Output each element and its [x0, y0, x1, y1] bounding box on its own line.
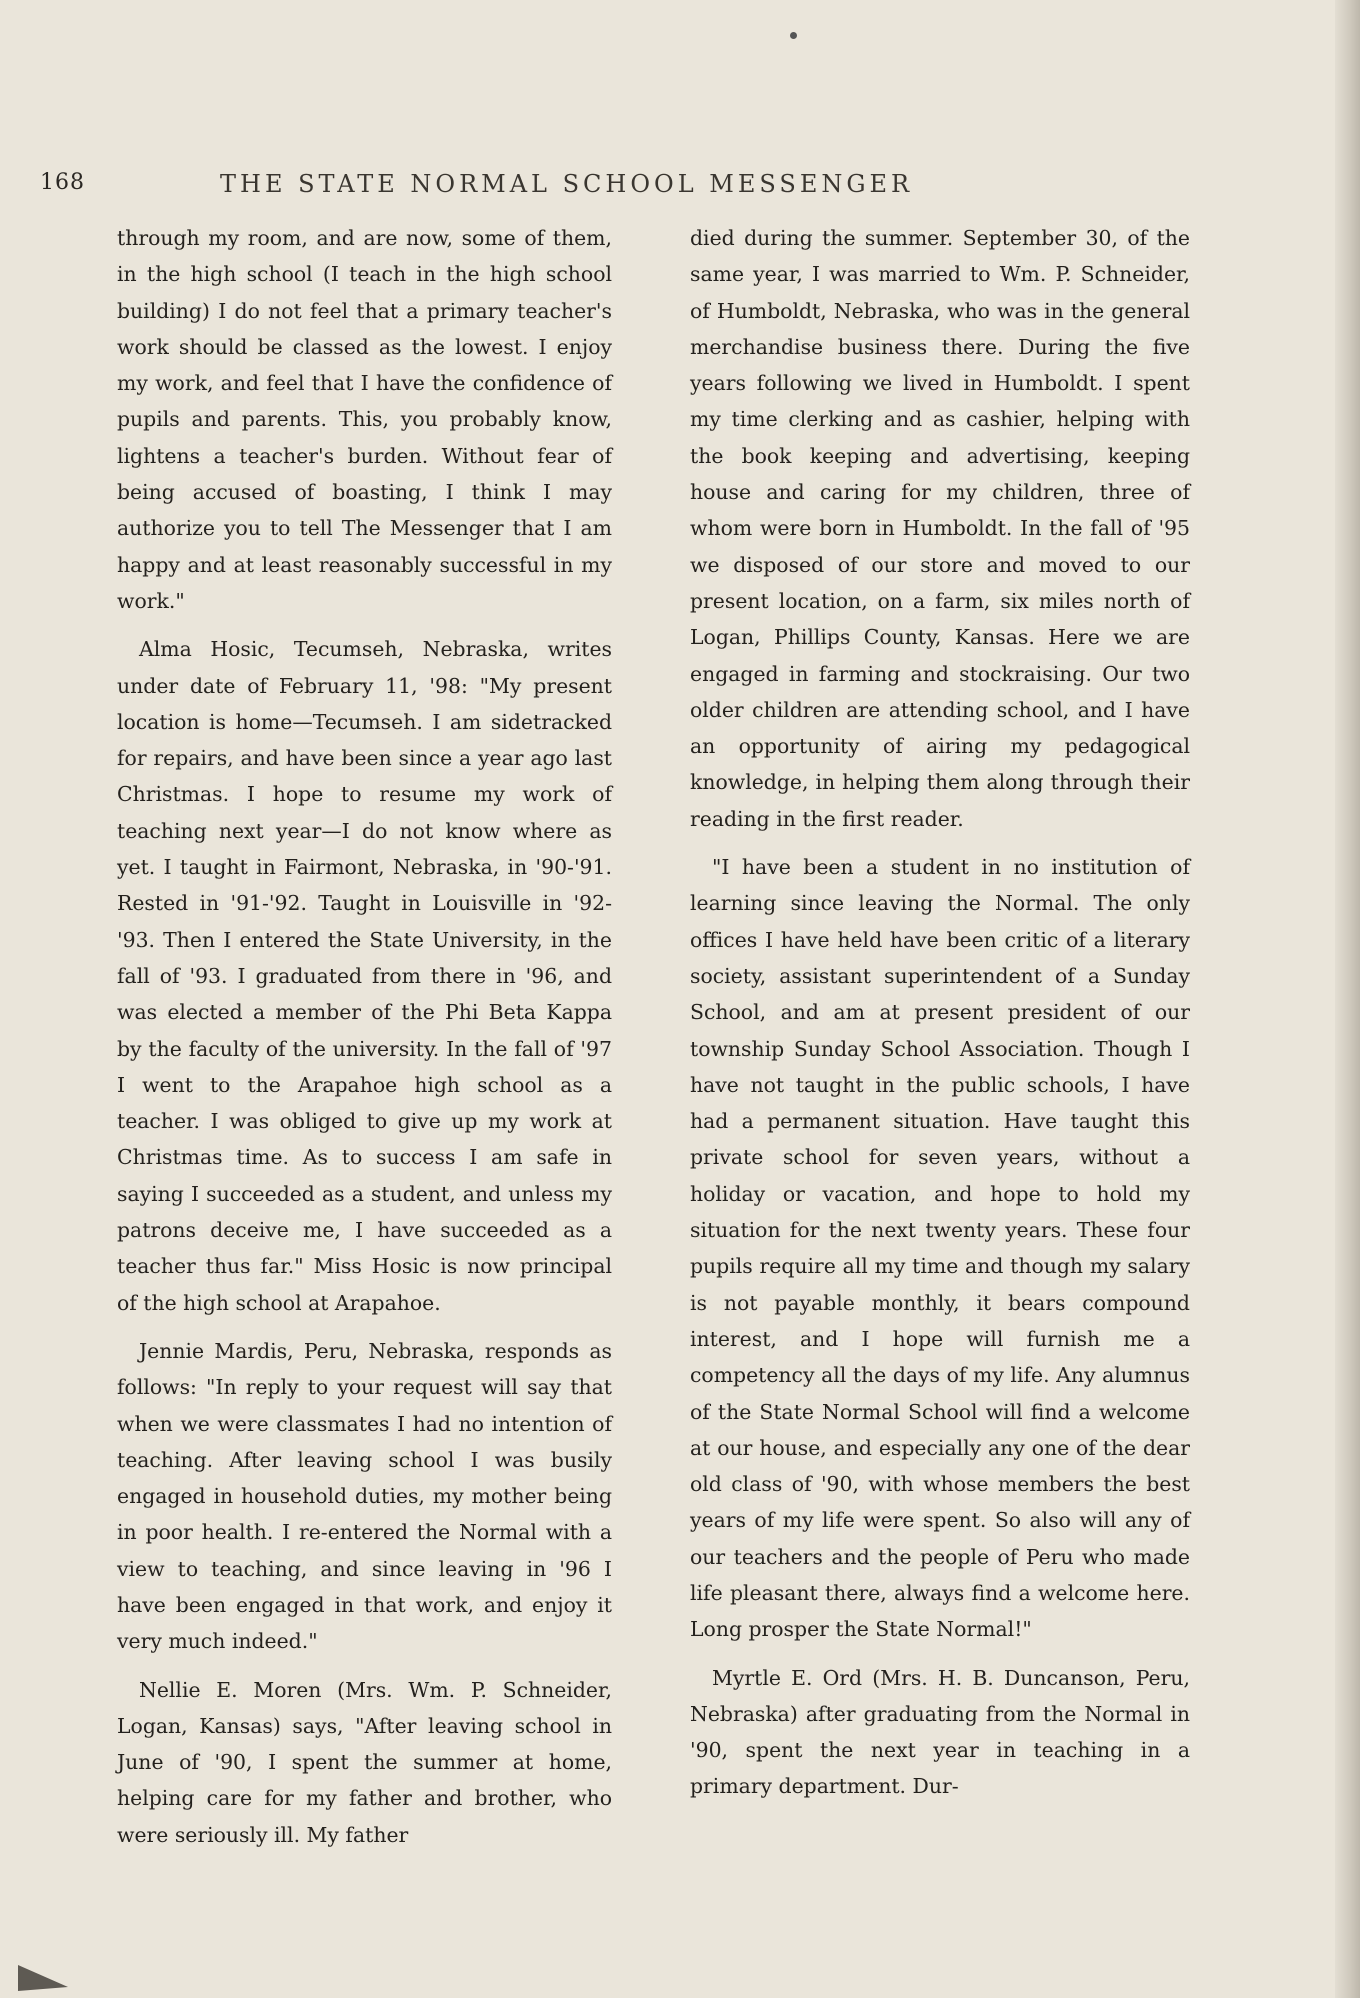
paragraph: through my room, and are now, some of them, in the high school (I teach in the high school building) I do not feel that a primary teacher's work should be classed as the lowest. I enjoy my work, and feel that I have the confidence of pupils and parents. This, you probably know, lightens a teacher's burden. Without fear of being accused of boasting, I think I may authorize you to tell The Messenger that I am happy and at least reasonably successful in my work." [117, 226, 612, 613]
paragraph: Jennie Mardis, Peru, Nebraska, responds as follows: "In reply to your request will say that when we were classmates I had no intention of teaching. After leaving school I was busily engaged in household duties, my mother being in poor health. I re-entered the Normal with a view to teaching, and since leaving in '96 I have been engaged in that work, and enjoy it very much indeed." [117, 1338, 612, 1654]
paragraph: "I have been a student in no institution of learning since leaving the Normal. The only offices I have held have been critic of a literary society, assistant superintendent of a Sunday School, and am at present president of our township Sunday School Association. Though I have not taught in the public schools, I have had a permanent situation. Have taught this private school for seven years, without a holiday or vacation, and hope to hold my situation for the next twenty years. These four pupils require all my time and though my salary is not payable monthly, it bears compound interest, and I hope will furnish me a competency all the days of my life. Any alumnus of the State Normal School will find a welcome at our house, and especially any one of the dear old class of '90, with whose members the best years of my life were spent. So also will any of our teachers and the people of Peru who made life pleasant there, always find a welcome here. Long prosper the State Normal!" [690, 855, 1190, 1642]
paragraph: Alma Hosic, Tecumseh, Nebraska, writes under date of February 11, '98: "My present location is home—Tecumseh. I am sidetracked for repairs, and have been since a year ago last Christmas. I hope to resume my work of teaching next year—I do not know where as yet. I taught in Fairmont, Nebraska, in '90-'91. Rested in '91-'92. Taught in Louisville in '92-'93. Then I entered the State University, in the fall of '93. I graduated from there in '96, and was elected a member of the Phi Beta Kappa by the faculty of the university. In the fall of '97 I went to the Arapahoe high school as a teacher. I was obliged to give up my work at Christmas time. As to success I am safe in saying I succeeded as a student, and unless my patrons deceive me, I have succeeded as a teacher thus far." Miss Hosic is now principal of the high school at Arapahoe. [117, 637, 612, 1315]
binding-corner-mark [8, 1925, 98, 1995]
page-header [40, 164, 1080, 204]
paragraph: died during the summer. September 30, of the same year, I was married to Wm. P. Schneider, of Humboldt, Nebraska, who was in the general merchandise business there. During the five years following we lived in Humboldt. I spent my time clerking and as cashier, helping with the book keeping and advertising, keeping house and caring for my children, three of whom were born in Humboldt. In the fall of '95 we disposed of our store and moved to our present location, on a farm, six miles north of Logan, Phillips County, Kansas. Here we are engaged in farming and stockraising. Our two older children are attending school, and I have an opportunity of airing my pedagogical knowledge, in helping them along through their reading in the first reader. [690, 226, 1190, 831]
ink-speck [790, 32, 797, 39]
paragraph: Nellie E. Moren (Mrs. Wm. P. Schneider, Logan, Kansas) says, "After leaving school in June of '90, I spent the summer at home, helping care for my father and brother, who were seriously ill. My father [117, 1677, 612, 1847]
page-edge-shadow [1335, 0, 1360, 1998]
paragraph: Myrtle E. Ord (Mrs. H. B. Duncanson, Peru, Nebraska) after graduating from the Normal in '90, spent the next year in teaching in a primary department. Dur- [690, 1665, 1190, 1799]
right-column [690, 220, 1190, 1817]
left-column [117, 220, 612, 1865]
running-title: THE STATE NORMAL SCHOOL MESSENGER [220, 170, 914, 198]
page-number: 168 [40, 170, 85, 195]
